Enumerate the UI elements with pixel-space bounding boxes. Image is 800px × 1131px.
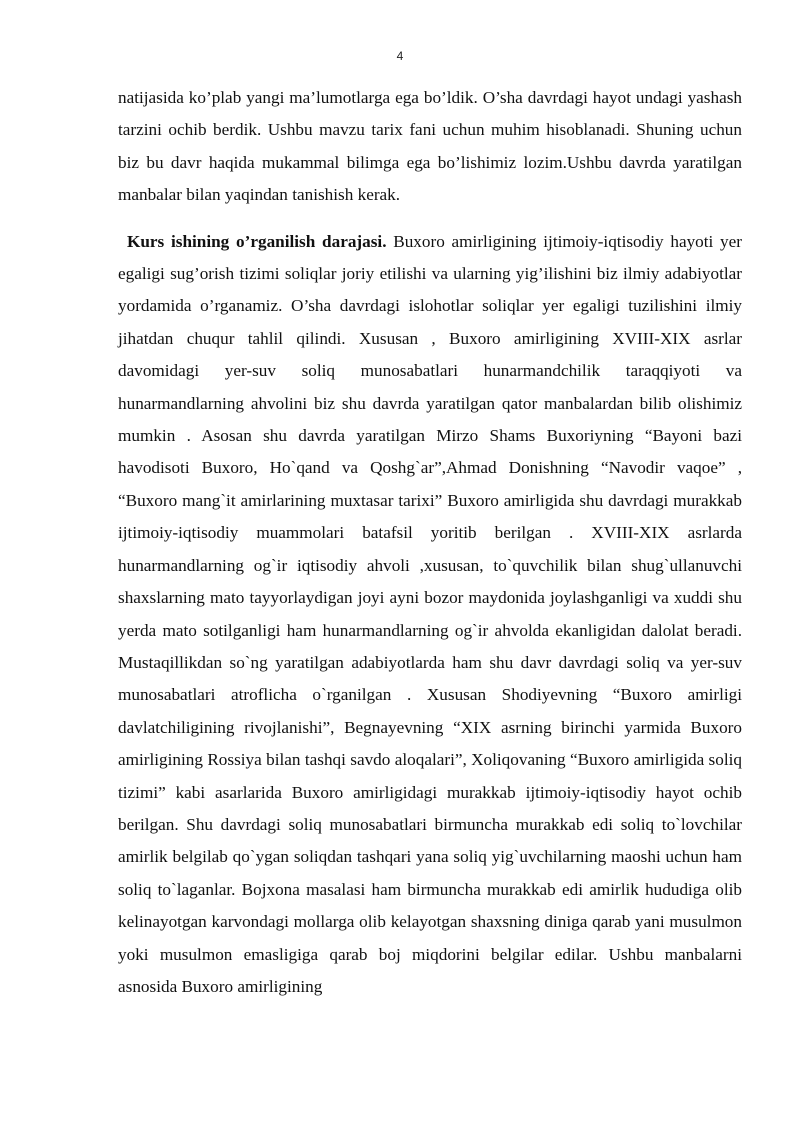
paragraph-research-level-text: Buxoro amirligining ijtimoiy-iqtisodiy hayoti yer egaligi sug’orish tizimi soliqlar joriy etilishi va ularning yig’ilishini biz ilmiy adabiyotlar yordamida o’rganamiz. O’sha davrdagi islohotlar soliqlar yer egaligi tuzilishini ilmiy jihatdan chuqur tahlil qilindi. Xususan , Buxoro amirligining XVIII-XIX asrlar davomidagi yer-suv soliq munosabatlari hunarmandchilik taraqqiyoti va hunarmandlarning ahvolini biz shu davrda yaratilgan qator manbalardan bilib olishimiz mumkin . Asosan shu davrda yaratilgan Mirzo Shams Buxoriyning “Bayoni bazi havodisoti Buxoro, Ho`qand va Qoshg`ar”,Ahmad Donishning “Navodir vaqoe” , “Buxoro mang`it amirlarining muxtasar tarixi” Buxoro amirligida shu davrdagi murakkab ijtimoiy-iqtisodiy muammolari batafsil yoritib berilgan . XVIII-XIX asrlarda hunarmandlarning og`ir iqtisodiy ahvoli ,xususan, to`quvchilik bilan shug`ullanuvchi shaxslarning mato tayyorlaydigan joyi ayni bozor maydonida joylashganligi va xuddi shu yerda mato sotilganligi ham hunarmandlarning og`ir ahvolda ekanligidan dalolat beradi. Mustaqillikdan so`ng yaratilgan adabiyotlarda ham shu davr davrdagi soliq va yer-suv munosabatlari atroflicha o`rganilgan . Xususan Shodiyevning “Buxoro amirligi davlatchiligining rivojlanishi”, Begnayevning “XIX asrning birinchi yarmida Buxoro amirligining Rossiya bilan tashqi savdo aloqalari”, Xoliqovaning “Buxoro amirligida soliq tizimi” kabi asarlarida Buxoro amirligidagi murakkab ijtimoiy-iqtisodiy hayot ochib berilgan. Shu davrdagi soliq munosabatlari birmuncha murakkab edi soliq to`lovchilar amirlik belgilab qo`ygan soliqdan tashqari yana soliq yig`uvchilarning maoshi uchun ham soliq to`laganlar. Bojxona masalasi ham birmuncha murakkab edi amirlik hududiga olib kelinayotgan karvondagi mollarga olib kelayotgan shaxsning diniga qarab yani musulmon yoki musulmon emasligiga qarab boj miqdorini belgilar edilar. Ushbu manbalarni asnosida Buxoro amirligining	[118, 231, 743, 996]
section-heading: Kurs ishining o’rganilish darajasi.	[127, 231, 387, 251]
page-number: 4	[396, 49, 404, 63]
paragraph-research-level	[118, 226, 742, 1004]
document-body	[118, 82, 742, 1003]
paragraph-intro: natijasida ko’plab yangi ma’lumotlarga ega bo’ldik. O’sha davrdagi hayot undagi yashash tarzini ochib berdik. Ushbu mavzu tarix fani uchun muhim hisoblanadi. Shuning uchun biz bu davr haqida mukammal bilimga ega bo’lishimiz lozim.Ushbu davrda yaratilgan manbalar bilan yaqindan tanishish kerak.	[118, 88, 742, 205]
